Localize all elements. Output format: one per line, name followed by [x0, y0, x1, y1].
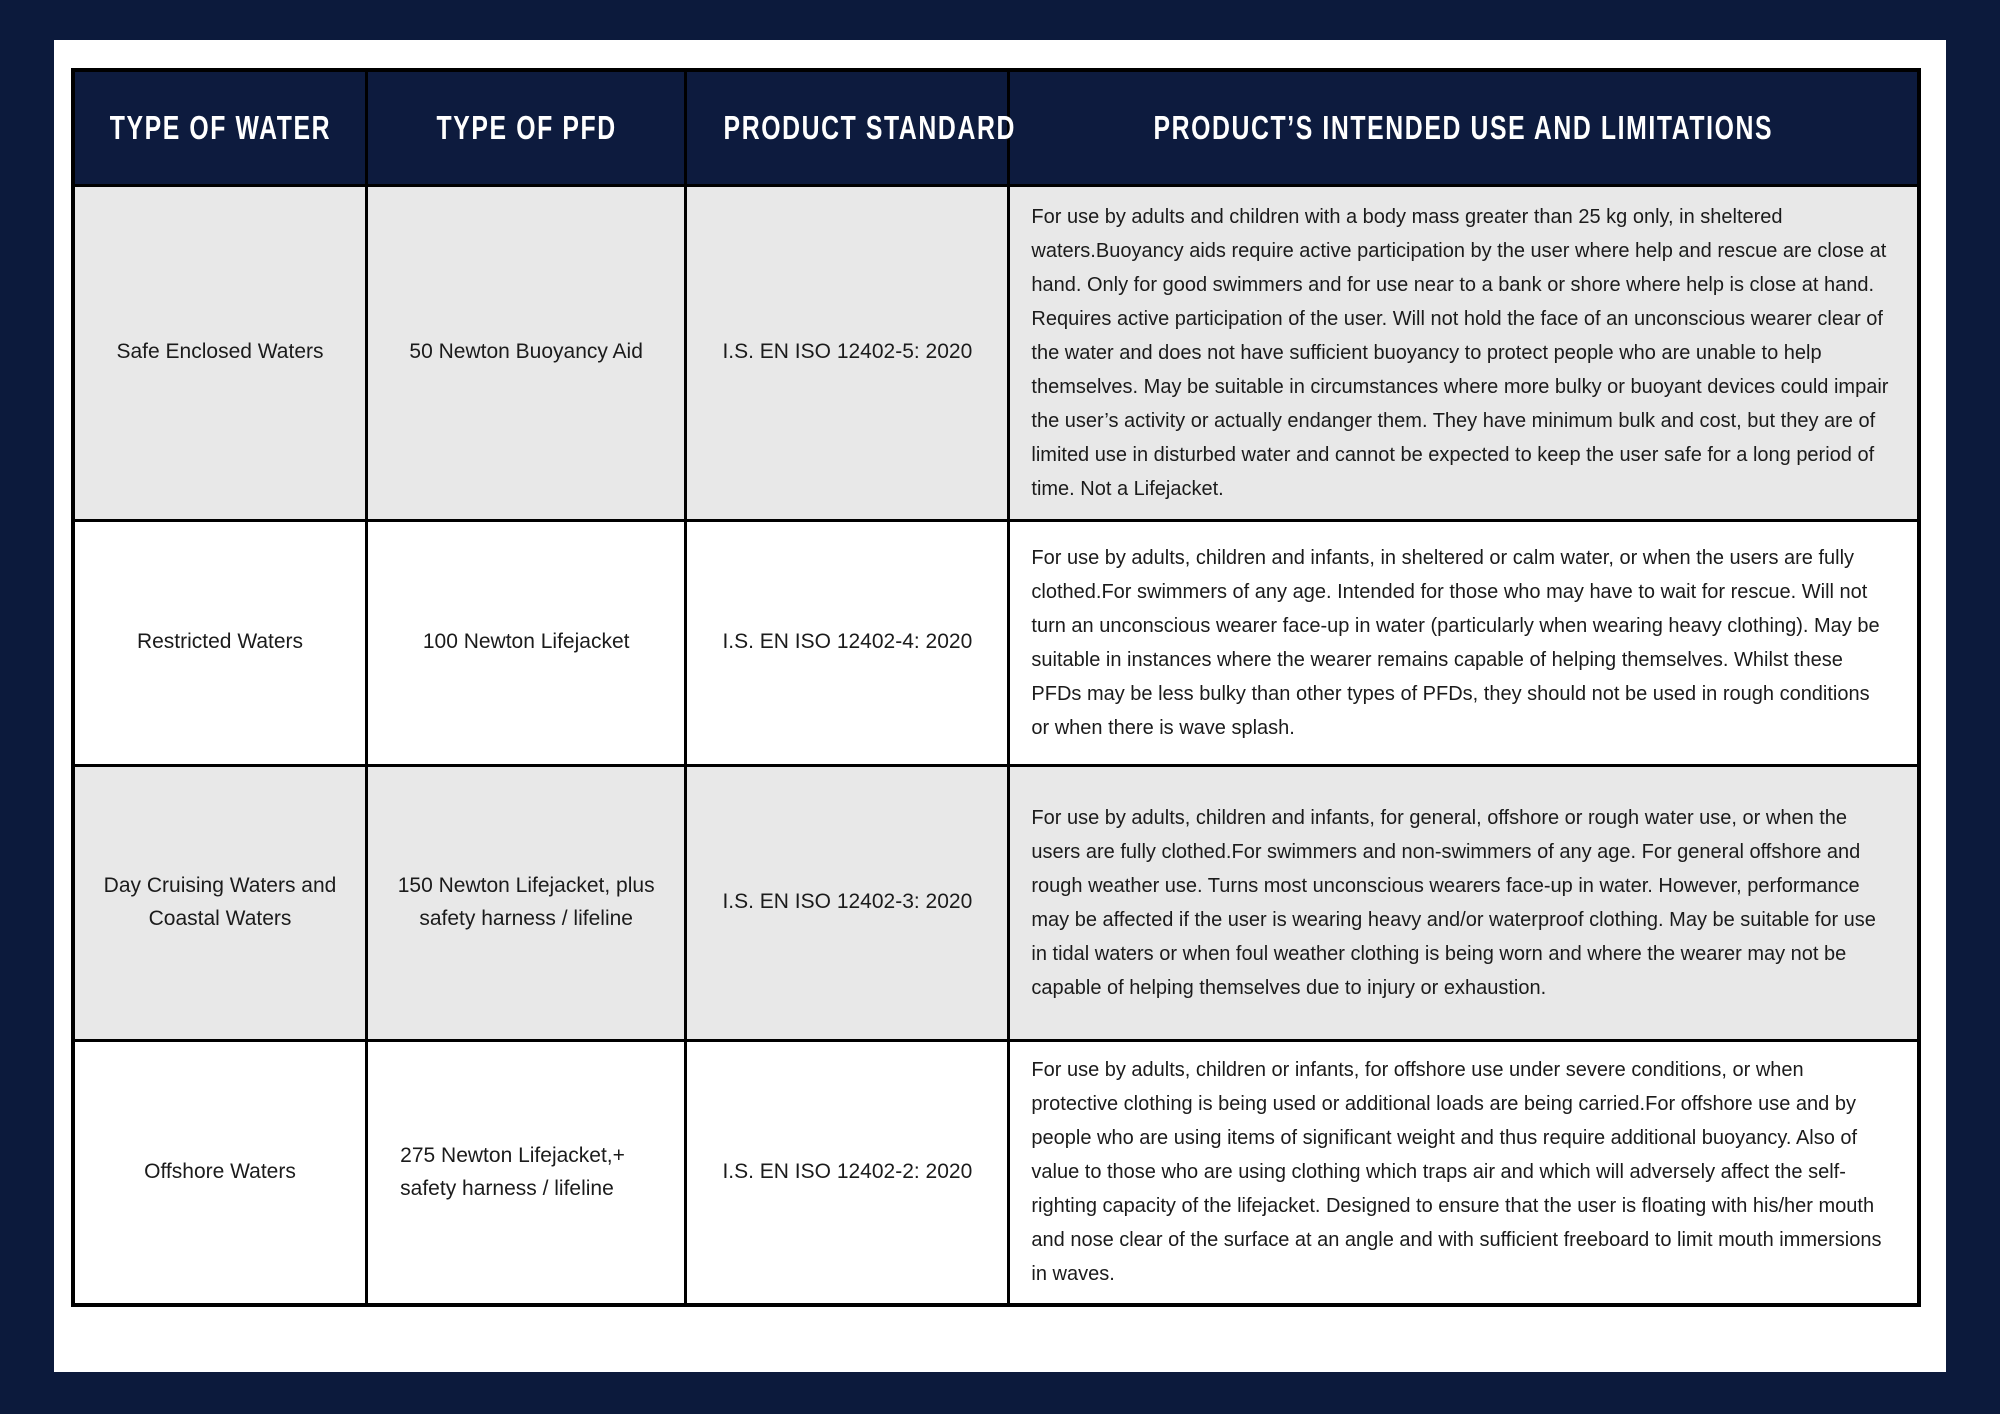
column-header-intended-use — [1009, 70, 1919, 185]
cell-intended-use: For use by adults and children with a body mass greater than 25 kg only, in sheltered waters.Buoyancy aids require active participation by the user where help and rescue are close at hand. Only for good swimmers and for use near to a bank or shore where help is close at hand. Requires active participation of the user. Will not hold the face of an unconscious wearer clear of the water and does not have sufficient buoyancy to protect people who are unable to help themselves. May be suitable in circumstances where more bulky or buoyant devices could impair the user’s activity or actually endanger them. They have minimum bulk and cost, but they are of limited use in disturbed water and cannot be expected to keep the user safe for a long period of time. Not a Lifejacket. — [1009, 185, 1919, 520]
table-header-row — [73, 70, 1919, 185]
cell-type-of-pfd-text: 275 Newton Lifejacket,+ safety harness / lifeline — [400, 1143, 625, 1201]
table-row-offshore-waters — [73, 1040, 1919, 1305]
column-header-label: TYPE OF WATER — [109, 108, 331, 147]
column-header-product-standard — [686, 70, 1017, 185]
cell-product-standard: I.S. EN ISO 12402-4: 2020 — [686, 520, 1009, 765]
cell-product-standard: I.S. EN ISO 12402-5: 2020 — [686, 185, 1009, 520]
pfd-water-types-table — [71, 68, 1921, 1307]
cell-type-of-pfd: 150 Newton Lifejacket, plus safety harness / lifeline — [367, 765, 686, 1040]
table-container — [71, 68, 1921, 1305]
column-header-type-of-pfd — [367, 70, 686, 185]
cell-type-of-water: Restricted Waters — [73, 520, 367, 765]
cell-type-of-pfd — [367, 1040, 686, 1305]
cell-intended-use: For use by adults, children and infants, in sheltered or calm water, or when the users are fully clothed.For swimmers of any age. Intended for those who may have to wait for rescue. Will not turn an unconscious wearer face-up in water (particularly when wearing heavy clothing). May be suitable in instances where the wearer remains capable of helping themselves. Whilst these PFDs may be less bulky than other types of PFDs, they should not be used in rough conditions or when there is wave splash. — [1009, 520, 1919, 765]
cell-type-of-pfd: 100 Newton Lifejacket — [367, 520, 686, 765]
cell-product-standard: I.S. EN ISO 12402-3: 2020 — [686, 765, 1009, 1040]
cell-type-of-pfd: 50 Newton Buoyancy Aid — [367, 185, 686, 520]
cell-intended-use: For use by adults, children or infants, for offshore use under severe conditions, or when protective clothing is being used or additional loads are being carried.For offshore use and by people who are using items of significant weight and thus require additional buoyancy. Also of value to those who are using clothing which traps air and which will adversely affect the self-righting capacity of the lifejacket. Designed to ensure that the user is floating with his/her mouth and nose clear of the surface at an angle and with sufficient freeboard to limit mouth immersions in waves. — [1009, 1040, 1919, 1305]
cell-type-of-water: Safe Enclosed Waters — [73, 185, 367, 520]
column-header-label: TYPE OF PFD — [436, 108, 617, 147]
column-header-label: PRODUCT STANDARD — [723, 108, 1017, 147]
column-header-type-of-water — [73, 70, 367, 185]
cell-intended-use: For use by adults, children and infants, for general, offshore or rough water use, or when the users are fully clothed.For swimmers and non-swimmers of any age. For general offshore and rough weather use. Turns most unconscious wearers face-up in water. However, performance may be affected if the user is wearing heavy and/or waterproof clothing. May be suitable for use in tidal waters or when foul weather clothing is being worn and where the wearer may not be capable of helping themselves due to injury or exhaustion. — [1009, 765, 1919, 1040]
table-row-day-cruising-coastal-waters — [73, 765, 1919, 1040]
cell-type-of-water: Offshore Waters — [73, 1040, 367, 1305]
cell-type-of-water: Day Cruising Waters and Coastal Waters — [73, 765, 367, 1040]
page-frame — [54, 40, 1946, 1372]
table-row-restricted-waters — [73, 520, 1919, 765]
cell-product-standard: I.S. EN ISO 12402-2: 2020 — [686, 1040, 1009, 1305]
column-header-label: PRODUCT’S INTENDED USE AND LIMITATIONS — [1153, 108, 1774, 147]
table-row-safe-enclosed-waters — [73, 185, 1919, 520]
